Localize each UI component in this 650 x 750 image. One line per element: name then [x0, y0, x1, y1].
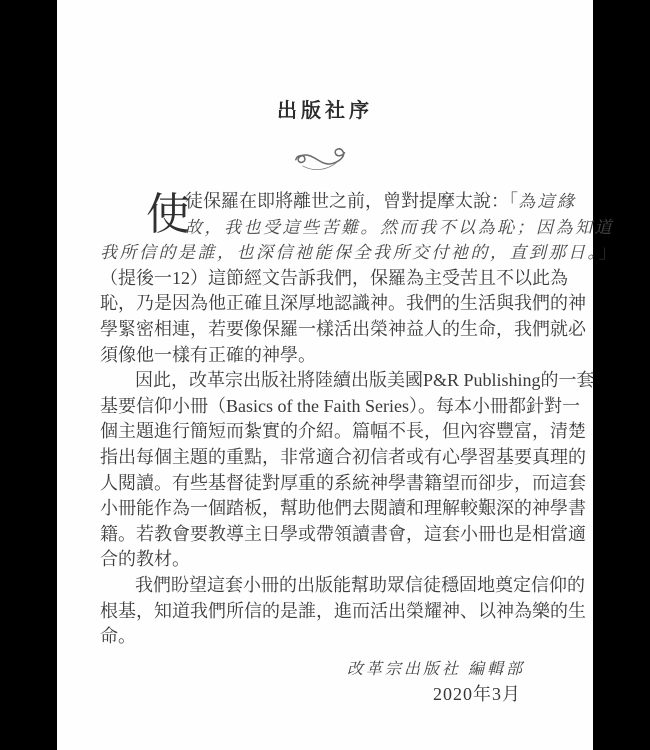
body-text: 須像他一樣有正確的神學。 [100, 344, 316, 365]
body-text: 基要信仰小冊（Basics of the Faith Series）。每本小冊都針對一 [100, 395, 580, 416]
body-text: 我們盼望這套小冊的出版能幫助眾信徒穩固地奠定信仰的 [135, 574, 585, 595]
body-text: （提後一12）這節經文告訴我們，保羅為主受苦且不以此為 [100, 267, 568, 288]
text-line [100, 419, 586, 445]
text-line [100, 394, 586, 420]
page-title: 出版社序 [277, 100, 373, 122]
body-text: 因此，改革宗出版社將陸續出版美國P&R Publishing的一套 [135, 370, 595, 391]
body-text: 指出每個主題的重點，非常適合初信者或有心學習基要真理的 [100, 446, 586, 467]
body-text: 小冊能作為一個踏板，幫助他們去閱讀和理解較艱深的神學書 [100, 498, 586, 519]
paragraph [100, 189, 617, 368]
signature-block [57, 658, 593, 706]
text-line [100, 240, 617, 266]
body-text: 」 [598, 242, 617, 263]
book-page [57, 0, 617, 750]
scripture-quote-text: 為這緣 [518, 192, 577, 211]
text-line [100, 266, 586, 292]
scripture-quote-text: 我所信的是誰，也深信祂能保全我所交付祂的，直到那日。 [100, 243, 599, 263]
text-line [100, 368, 595, 394]
preface-text [57, 189, 617, 650]
text-line [100, 471, 586, 497]
body-text: 學緊密相連，若要像保羅一樣活出榮神益人的生命，我們就必 [100, 318, 586, 339]
paragraph [100, 368, 595, 573]
body-text: 合的教材。 [100, 549, 190, 570]
text-line [100, 291, 586, 317]
body-text: 個主題進行簡短而紮實的介紹。篇幅不長，但內容豐富，清楚 [100, 421, 586, 442]
body-text: 人閱讀。有些基督徒對厚重的系統神學書籍望而卻步，而這套 [100, 472, 586, 493]
text-line [100, 624, 586, 650]
text-line [100, 343, 586, 369]
paragraph [100, 573, 586, 650]
body-text: 籍。若教會要教導主日學或帶領讀書會，這套小冊也是相當適 [100, 523, 586, 544]
body-text: 恥，乃是因為他正確且深厚地認識神。我們的生活與我們的神 [100, 293, 586, 314]
scripture-quote-text: 故，我也受這些苦難。然而我不以為恥；因為知道 [185, 217, 614, 237]
body-text: 徒保羅在即將離世之前，曾對提摩太說：「 [185, 191, 518, 211]
body-text: 命。 [100, 626, 136, 647]
text-line [100, 496, 586, 522]
text-line [100, 599, 586, 625]
text-line [100, 445, 586, 471]
signature-date: 2020年3月 [433, 683, 521, 704]
text-line [100, 522, 586, 548]
calligraphic-flourish-icon [57, 143, 593, 175]
dropcap-character: 使 [146, 190, 190, 239]
body-text: 根基，知道我們所信的是誰，進而活出榮耀神、以神為樂的生 [100, 600, 586, 621]
text-line [100, 573, 586, 599]
signature-publisher: 改革宗出版社 編輯部 [346, 660, 525, 678]
text-line [100, 547, 586, 573]
text-line [100, 317, 586, 343]
